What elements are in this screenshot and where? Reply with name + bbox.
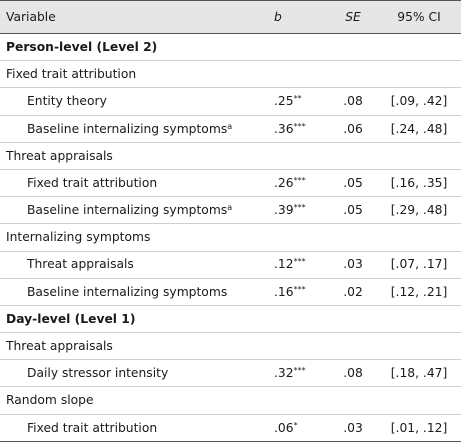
b-cell xyxy=(234,278,329,305)
variable-cell xyxy=(0,278,234,305)
variable-cell xyxy=(0,360,234,387)
b-value-wrap xyxy=(260,286,322,298)
se-value: .06 xyxy=(343,121,363,136)
group-row xyxy=(0,61,461,88)
header-row xyxy=(0,1,461,34)
table-row xyxy=(0,251,461,278)
variable-label: Baseline internalizing symptoms xyxy=(27,284,228,299)
variable-label: Threat appraisals xyxy=(27,257,134,272)
b-cell xyxy=(234,197,329,224)
b-value: .39 xyxy=(274,203,294,218)
table-row xyxy=(0,88,461,115)
b-value-wrap xyxy=(260,258,322,270)
variable-label: Baseline internalizing symptoms xyxy=(27,203,228,218)
b-cell xyxy=(234,115,329,142)
table-row xyxy=(0,197,461,224)
table-row xyxy=(0,169,461,196)
b-cell xyxy=(234,88,329,115)
significance-stars: *** xyxy=(293,366,306,376)
se-value: .03 xyxy=(343,257,363,272)
b-cell xyxy=(234,360,329,387)
b-value: .26 xyxy=(274,175,294,190)
ci-value: [.01, .12] xyxy=(390,420,448,435)
b-value: .06 xyxy=(274,420,294,435)
group-row xyxy=(0,224,461,251)
se-value: .08 xyxy=(343,94,363,109)
table-row xyxy=(0,360,461,387)
significance-stars: ** xyxy=(293,94,302,104)
header-variable: Variable xyxy=(0,1,234,34)
b-value-wrap xyxy=(260,422,322,434)
se-value: .05 xyxy=(343,203,363,218)
ci-value: [.29, .48] xyxy=(390,203,448,218)
b-value: .16 xyxy=(274,284,294,299)
se-value: .03 xyxy=(343,420,363,435)
group-label: Fixed trait attribution xyxy=(6,67,137,82)
b-cell xyxy=(234,169,329,196)
b-value-wrap xyxy=(260,95,322,107)
b-value: .25 xyxy=(274,94,294,109)
significance-stars: *** xyxy=(293,284,306,294)
group-row xyxy=(0,142,461,169)
variable-label: Fixed trait attribution xyxy=(27,175,158,190)
section-row xyxy=(0,34,461,61)
variable-label: Baseline internalizing symptoms xyxy=(27,121,228,136)
significance-stars: *** xyxy=(293,121,306,131)
se-value: .02 xyxy=(343,284,363,299)
significance-stars: *** xyxy=(293,175,306,185)
group-row xyxy=(0,333,461,360)
variable-cell xyxy=(0,251,234,278)
variable-cell xyxy=(0,169,234,196)
footnote-marker: a xyxy=(227,121,233,131)
header-b xyxy=(234,1,329,34)
variable-label: Entity theory xyxy=(27,94,107,109)
ci-value: [.12, .21] xyxy=(390,284,448,299)
b-value-wrap xyxy=(260,367,322,379)
b-value: .12 xyxy=(274,257,294,272)
variable-label: Fixed trait attribution xyxy=(27,420,158,435)
section-label: Day-level (Level 1) xyxy=(6,311,136,326)
ci-value: [.24, .48] xyxy=(390,121,448,136)
ci-value: [.07, .17] xyxy=(390,257,448,272)
variable-cell xyxy=(0,115,234,142)
header-se: SE xyxy=(329,1,377,34)
section-row xyxy=(0,305,461,332)
group-row xyxy=(0,387,461,414)
b-cell xyxy=(234,251,329,278)
variable-cell xyxy=(0,88,234,115)
significance-stars: * xyxy=(293,420,298,430)
section-label: Person-level (Level 2) xyxy=(6,39,158,54)
variable-cell xyxy=(0,197,234,224)
variable-label: Daily stressor intensity xyxy=(27,366,169,381)
ci-value: [.09, .42] xyxy=(390,94,448,109)
b-value-wrap xyxy=(260,204,322,216)
se-value: .08 xyxy=(343,366,363,381)
b-value: .36 xyxy=(274,121,294,136)
group-label: Threat appraisals xyxy=(6,148,113,163)
group-label: Random slope xyxy=(6,393,94,408)
variable-cell xyxy=(0,414,234,441)
se-value: .05 xyxy=(343,175,363,190)
header-b-label: b xyxy=(274,9,282,24)
ci-value: [.18, .47] xyxy=(390,366,448,381)
b-value-wrap xyxy=(260,123,322,135)
ci-value: [.16, .35] xyxy=(390,175,448,190)
significance-stars: *** xyxy=(293,257,306,267)
b-value-wrap xyxy=(260,177,322,189)
header-ci: 95% CI xyxy=(377,1,461,34)
table-row xyxy=(0,115,461,142)
footnote-marker: a xyxy=(227,203,233,213)
b-cell xyxy=(234,414,329,441)
table-body xyxy=(0,34,461,442)
b-value: .32 xyxy=(274,366,294,381)
group-label: Threat appraisals xyxy=(6,339,113,353)
table-row xyxy=(0,414,461,441)
table-row xyxy=(0,278,461,305)
significance-stars: *** xyxy=(293,203,306,213)
group-label: Internalizing symptoms xyxy=(6,230,151,245)
